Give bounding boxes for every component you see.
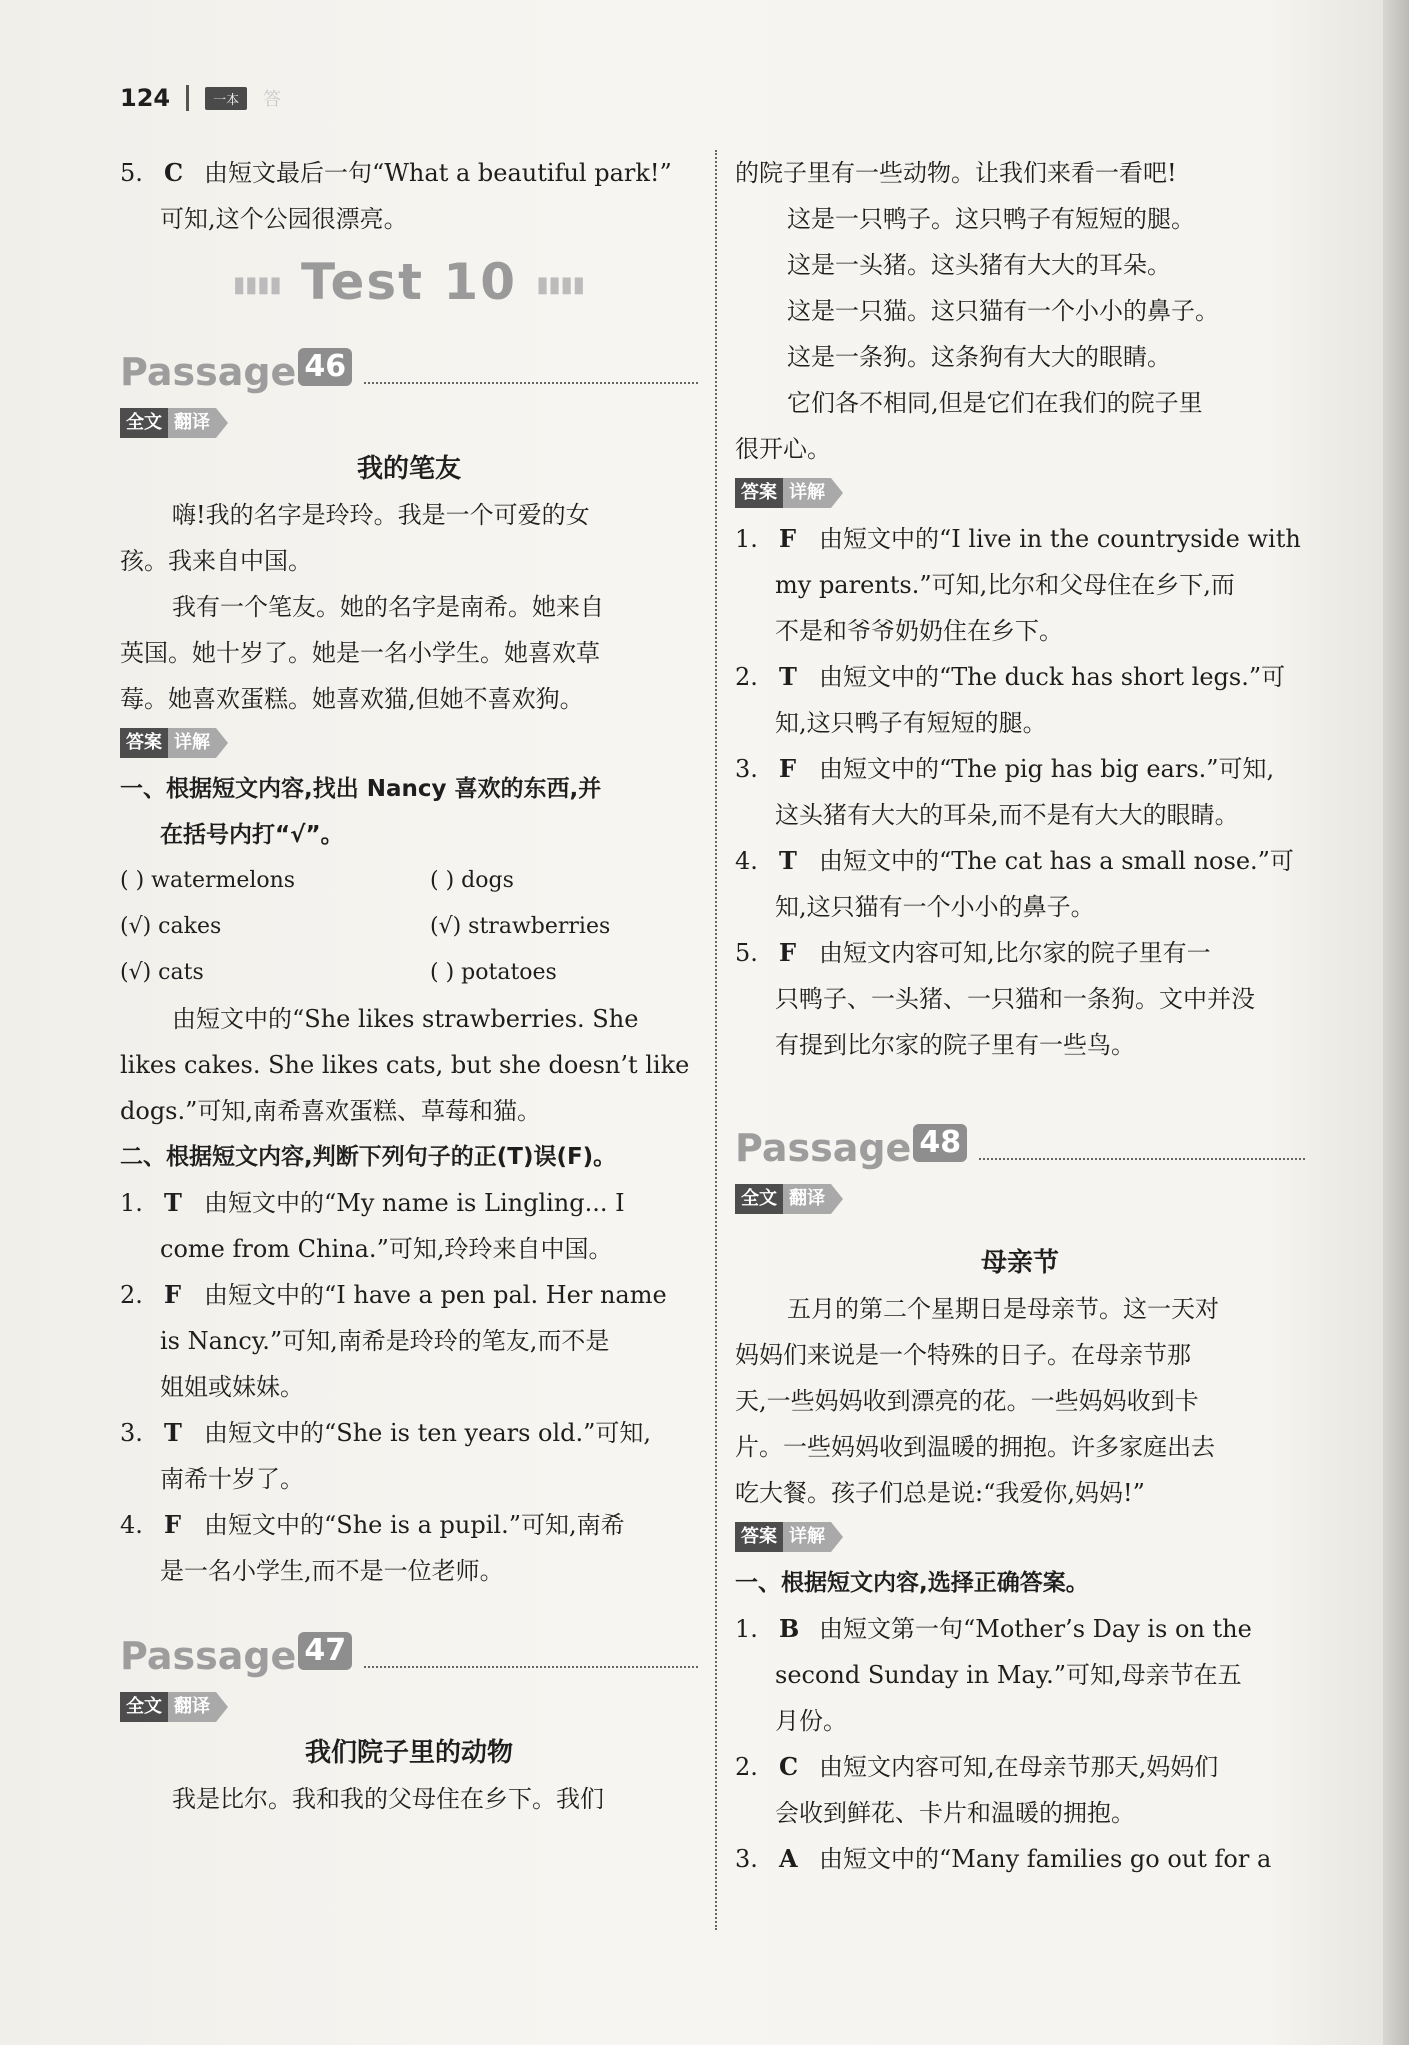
dotted-rule — [364, 1666, 698, 1668]
explanation-text: 由短文中的“The cat has a small nose.”可 — [819, 847, 1294, 875]
explanation-text: 是一名小学生,而不是一位老师。 — [160, 1557, 504, 1585]
page-edge-shadow — [1383, 0, 1409, 2045]
explanation-text: 由短文中的“The duck has short legs.”可 — [819, 663, 1286, 691]
translation-text: 这是一头猪。这头猪有大大的耳朵。 — [787, 251, 1171, 279]
tag-arrow-icon — [216, 1692, 228, 1722]
explanation-text: 南希十岁了。 — [160, 1465, 304, 1493]
section-heading: 在括号内打“√”。 — [160, 822, 344, 848]
explanation-text: 姐姐或妹妹。 — [160, 1373, 304, 1401]
explanation-text: 月份。 — [775, 1707, 847, 1735]
option-item: ( ) potatoes — [430, 960, 557, 985]
translation-tag — [735, 1184, 843, 1214]
test-title — [120, 242, 698, 322]
tag-arrow-icon — [216, 408, 228, 438]
explanation-text: 由短文内容可知,比尔家的院子里有一 — [819, 939, 1211, 967]
translation-text: 这是一条狗。这条狗有大大的眼睛。 — [787, 343, 1171, 371]
title-decoration: ▮▮▮▮ — [536, 272, 585, 298]
explanation-text: 由短文第一句“Mother’s Day is on the — [819, 1615, 1252, 1643]
tag-secondary: 详解 — [783, 1522, 831, 1552]
answer-tag — [120, 728, 228, 758]
explanation-text: 由短文中的“I have a pen pal. Her name — [204, 1281, 667, 1309]
explanation-text: 知,这只猫有一个小小的鼻子。 — [775, 893, 1095, 921]
question-number: 5. — [735, 939, 758, 967]
explanation-text: 只鸭子、一头猪、一只猫和一条狗。文中并没 — [775, 985, 1255, 1013]
question-number: 3. — [735, 1845, 758, 1873]
answer-letter: B — [779, 1614, 800, 1643]
passage-title: 我的笔友 — [356, 454, 461, 484]
translation-text: 孩。我来自中国。 — [120, 547, 312, 575]
translation-text: 很开心。 — [735, 435, 831, 463]
explanation-text: 不是和爷爷奶奶住在乡下。 — [775, 617, 1063, 645]
options-grid — [120, 858, 698, 996]
answer-letter: F — [164, 1510, 182, 1539]
title-decoration: ▮▮▮▮ — [233, 272, 282, 298]
explanation-text: 由短文中的“My name is Lingling... I — [204, 1189, 625, 1217]
translation-text: 莓。她喜欢蛋糕。她喜欢猫,但她不喜欢狗。 — [120, 685, 584, 713]
section-heading: 一、根据短文内容,选择正确答案。 — [735, 1570, 1089, 1596]
option-item: (√) strawberries — [430, 914, 611, 939]
tag-primary: 全文 — [735, 1184, 783, 1214]
explanation-text: dogs.”可知,南希喜欢蛋糕、草莓和猫。 — [120, 1097, 542, 1125]
explanation-text: come from China.”可知,玲玲来自中国。 — [160, 1235, 613, 1263]
passage-title: 我们院子里的动物 — [304, 1738, 513, 1768]
explanation-text: 由短文中的“She likes strawberries. She — [172, 1005, 639, 1033]
explanation-text: is Nancy.”可知,南希是玲玲的笔友,而不是 — [160, 1327, 610, 1355]
translation-text: 这是一只鸭子。这只鸭子有短短的腿。 — [787, 205, 1195, 233]
passage-heading-48 — [735, 1108, 1305, 1170]
explanation-text: 有提到比尔家的院子里有一些鸟。 — [775, 1031, 1135, 1059]
brand-text: 答 — [263, 89, 282, 110]
translation-text: 英国。她十岁了。她是一名小学生。她喜欢草 — [120, 639, 600, 667]
dotted-rule — [979, 1158, 1305, 1160]
question-item — [735, 1744, 1305, 1790]
explanation-text: 会收到鲜花、卡片和温暖的拥抱。 — [775, 1799, 1135, 1827]
explanation-text: 可知,这个公园很漂亮。 — [160, 205, 408, 233]
translation-text: 妈妈们来说是一个特殊的日子。在母亲节那 — [735, 1341, 1191, 1369]
question-number: 1. — [120, 1189, 143, 1217]
tag-secondary: 详解 — [783, 478, 831, 508]
answer-letter: T — [779, 846, 797, 875]
answer-letter: A — [779, 1844, 798, 1873]
answer-letter: F — [779, 754, 797, 783]
option-item: (√) cakes — [120, 914, 222, 939]
explanation-text: 这头猪有大大的耳朵,而不是有大大的眼睛。 — [775, 801, 1239, 829]
question-number: 3. — [735, 755, 758, 783]
brand-badge: 一本 — [205, 87, 247, 110]
explanation-text: 由短文内容可知,在母亲节那天,妈妈们 — [819, 1753, 1219, 1781]
answer-letter: C — [779, 1752, 799, 1781]
question-item — [735, 654, 1305, 700]
tag-secondary: 翻译 — [783, 1184, 831, 1214]
passage-number: 48 — [913, 1124, 967, 1162]
tag-arrow-icon — [216, 728, 228, 758]
left-column — [120, 150, 698, 1822]
question-number: 2. — [120, 1281, 143, 1309]
explanation-text: likes cakes. She likes cats, but she doesn’t like — [120, 1051, 690, 1079]
answer-letter: T — [779, 662, 797, 691]
explanation-text: second Sunday in May.”可知,母亲节在五 — [775, 1661, 1242, 1689]
tag-arrow-icon — [831, 1184, 843, 1214]
translation-text: 片。一些妈妈收到温暖的拥抱。许多家庭出去 — [735, 1433, 1215, 1461]
answer-tag — [735, 1522, 843, 1552]
translation-text: 我是比尔。我和我的父母住在乡下。我们 — [172, 1785, 604, 1813]
page-number: 124 — [120, 84, 171, 112]
question-item — [735, 930, 1305, 976]
dotted-rule — [364, 382, 698, 384]
translation-text: 吃大餐。孩子们总是说:“我爱你,妈妈!” — [735, 1479, 1145, 1507]
passage-number: 46 — [298, 348, 352, 386]
question-item — [120, 1410, 698, 1456]
translation-text: 的院子里有一些动物。让我们来看一看吧! — [735, 159, 1177, 187]
explanation-text: 知,这只鸭子有短短的腿。 — [775, 709, 1047, 737]
question-item — [735, 746, 1305, 792]
tag-secondary: 翻译 — [168, 1692, 216, 1722]
question-item — [735, 838, 1305, 884]
passage-number: 47 — [298, 1632, 352, 1670]
section-heading: 二、根据短文内容,判断下列句子的正(T)误(F)。 — [120, 1144, 617, 1170]
header-separator — [186, 85, 189, 111]
question-number: 1. — [735, 525, 758, 553]
section-heading: 一、根据短文内容,找出 Nancy 喜欢的东西,并 — [120, 776, 602, 802]
question-item — [120, 1180, 698, 1226]
passage-label: Passage — [735, 1126, 912, 1170]
explanation-text: 由短文中的“I live in the countryside with — [819, 525, 1301, 553]
question-item — [735, 1836, 1305, 1882]
right-column — [735, 150, 1305, 1882]
question-item — [735, 516, 1305, 562]
explanation-text: 由短文中的“The pig has big ears.”可知, — [819, 755, 1275, 783]
question-number: 4. — [120, 1511, 143, 1539]
translation-tag — [120, 1692, 228, 1722]
option-item: ( ) watermelons — [120, 868, 296, 893]
tag-arrow-icon — [831, 478, 843, 508]
column-divider — [715, 150, 717, 1930]
translation-text: 它们各不相同,但是它们在我们的院子里 — [787, 389, 1203, 417]
tag-primary: 答案 — [735, 1522, 783, 1552]
explanation-text: 由短文中的“Many families go out for a — [819, 1845, 1272, 1873]
explanation-text: 由短文中的“She is ten years old.”可知, — [204, 1419, 652, 1447]
explanation-text: 由短文最后一句“What a beautiful park!” — [204, 159, 672, 187]
translation-text: 我有一个笔友。她的名字是南希。她来自 — [172, 593, 604, 621]
passage-label: Passage — [120, 350, 297, 394]
question-item — [120, 1502, 698, 1548]
tag-secondary: 详解 — [168, 728, 216, 758]
tag-arrow-icon — [831, 1522, 843, 1552]
explanation-text: 由短文中的“She is a pupil.”可知,南希 — [204, 1511, 625, 1539]
answer-letter: F — [779, 938, 797, 967]
question-item — [735, 1606, 1305, 1652]
passage-heading-46 — [120, 332, 698, 394]
option-item: (√) cats — [120, 960, 204, 985]
question-number: 1. — [735, 1615, 758, 1643]
answer-letter: F — [779, 524, 797, 553]
explanation-text: my parents.”可知,比尔和父母住在乡下,而 — [775, 571, 1235, 599]
tag-primary: 全文 — [120, 408, 168, 438]
page-header — [120, 78, 281, 118]
option-item: ( ) dogs — [430, 868, 514, 893]
question-item — [120, 1272, 698, 1318]
translation-text: 嗨!我的名字是玲玲。我是一个可爱的女 — [172, 501, 590, 529]
answer-letter: C — [164, 158, 184, 187]
tag-primary: 答案 — [120, 728, 168, 758]
tag-primary: 全文 — [120, 1692, 168, 1722]
answer-tag — [735, 478, 843, 508]
question-number: 2. — [735, 1753, 758, 1781]
answer-letter: T — [164, 1418, 182, 1447]
test-title-text: Test 10 — [300, 253, 518, 311]
answer-letter: F — [164, 1280, 182, 1309]
translation-text: 这是一只猫。这只猫有一个小小的鼻子。 — [787, 297, 1219, 325]
translation-text: 五月的第二个星期日是母亲节。这一天对 — [787, 1295, 1219, 1323]
passage-label: Passage — [120, 1634, 297, 1678]
tag-primary: 答案 — [735, 478, 783, 508]
translation-tag — [120, 408, 228, 438]
answer-letter: T — [164, 1188, 182, 1217]
translation-text: 天,一些妈妈收到漂亮的花。一些妈妈收到卡 — [735, 1387, 1199, 1415]
question-item — [120, 150, 698, 196]
question-number: 2. — [735, 663, 758, 691]
passage-title: 母亲节 — [980, 1248, 1059, 1278]
tag-secondary: 翻译 — [168, 408, 216, 438]
question-number: 5. — [120, 159, 143, 187]
question-number: 4. — [735, 847, 758, 875]
passage-heading-47 — [120, 1616, 698, 1678]
question-number: 3. — [120, 1419, 143, 1447]
